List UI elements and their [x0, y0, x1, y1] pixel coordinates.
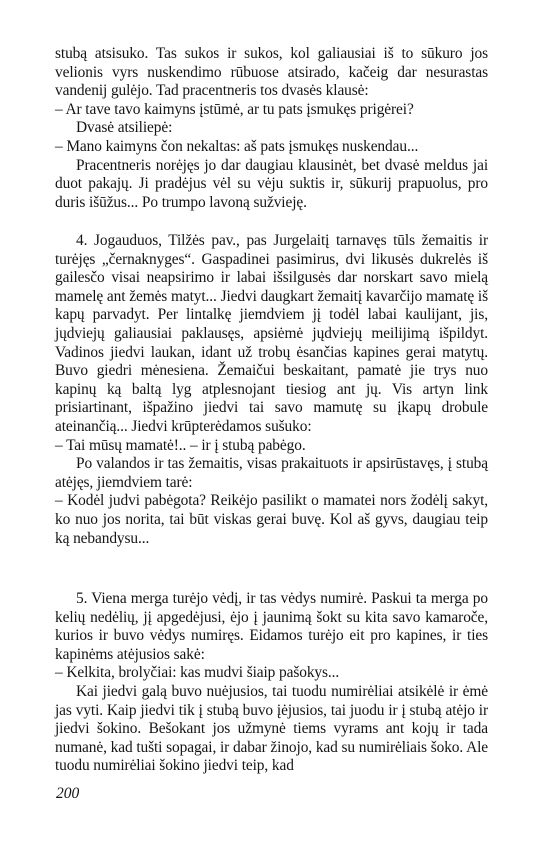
- story-opening-paragraph: 4. Jogauduos, Tilžės pav., pas Jurgelaitį tarnavęs tūls žemaitis ir turėjęs „černaknyges“. Gaspadinei pasimirus, dvi likusės dukrelės iš gailesčo visai neapsirimo ir labai išsilgusės dar norskart savo mielą mamelę ant žemės matyt... Jiedvi daugkart žemaitį kavarčijo mamatę iš kapų parvadyt. Per lintalkę jiemdviem jį todėl labai kaulijant, jis, jųdviejų galiausiai paklausęs, apsiėmė jųdviejų meilijimą išpildyt. Vadinos jiedvi laukan, idant už trobų ėsančias kapines gerai matytų. Buvo giedri mėnesiena. Žemaičui beskaitant, pamatė jie trys nuo kapinų ką baltą lyg atplesnojant tiesiog ant jų. Vis artyn link prisiartinant, išpažino jiedvi tai savo mamutę su įkapų drobule ateinančią... Jiedvi krūpterėdamos sušuko:: [55, 232, 488, 435]
- paragraph: Pracentneris norėjęs jo dar daugiau klausinėt, bet dvasė meldus jai duot pakajų. Ji pradėjus vėl su vėju suktis ir, sūkurij prapuolus, pro duris išūžus... Po trumpo lavoną sužvieję.: [55, 156, 488, 211]
- story-continuation: [55, 45, 488, 212]
- dialogue-line: – Kelkita, brolyčiai: kas mudvi šiaip pašokys...: [55, 664, 340, 682]
- paragraph: stubą atsisuko. Tas sukos ir sukos, kol galiausiai iš to sūkuro jos velionis vyrs nuskendimo rūbuose atsirado, kačeig dar nesurastas vandenij gulėjo. Tad pracentneris tos dvasės klausė:: [55, 45, 488, 100]
- page-number: 200: [56, 785, 80, 802]
- paragraph: Po valandos ir tas žemaitis, visas prakaituots ir apsirūstavęs, į stubą atėjęs, jiemdviem tarė:: [55, 455, 488, 491]
- story-opening-paragraph: 5. Viena merga turėjo vėdį, ir tas vėdys numirė. Paskui ta merga po kelių nedėlių, jį apgedėjusi, ėjo į jaunimą šokt su kita savo kamaroče, kurios ir buvo vėdys numiręs. Eidamos turėjo eit pro kapines, ir ties kapinėms atėjusios sakė:: [55, 590, 488, 663]
- story-4: [55, 232, 488, 548]
- dialogue-line: – Tai mūsų mamatė!.. – ir į stubą pabėgo.: [55, 436, 306, 454]
- paragraph: Dvasė atsiliepė:: [76, 119, 173, 137]
- dialogue-line: – Ar tave tavo kaimyns įstūmė, ar tu pats įsmukęs prigėrei?: [55, 100, 414, 118]
- dialogue-line: – Kodėl judvi pabėgota? Reikėjo pasilikt o mamatei nors žodėlį sakyt, ko nuo jos norita, tai būt viskas gerai buvę. Kol aš gyvs, daugiau teip ką nebandysu...: [55, 492, 488, 547]
- paragraph: Kai jiedvi galą buvo nuėjusios, tai tuodu numirėliai atsikėlė ir ėmė jas vyti. Kaip jiedvi tik į stubą buvo įėjusios, tai juodu ir į stubą atėjo ir jiedvi šokino. Bešokant jos užmynė tiems vyrams ant kojų ir tada numanė, kad tušti sopagai, ir dabar žinojo, kad su numirėliais šoko. Ale tuodu numirėliai šokino jiedvi teip, kad: [55, 682, 488, 775]
- story-5: [55, 590, 488, 776]
- dialogue-line: – Mano kaimyns čon nekaltas: aš pats įsmukęs nuskendau...: [55, 137, 419, 155]
